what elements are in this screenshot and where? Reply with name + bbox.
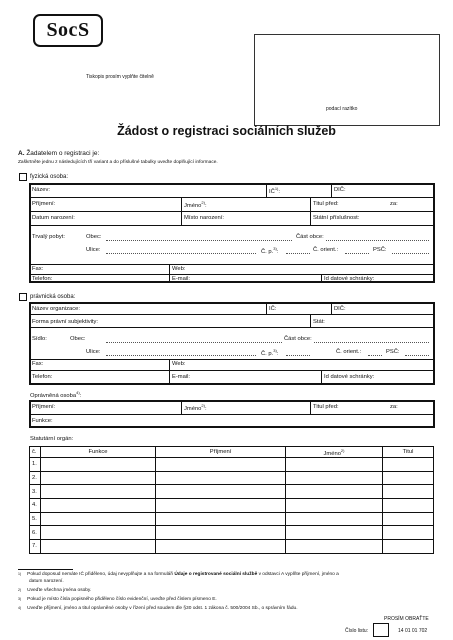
- fyz-psc-line[interactable]: [392, 253, 429, 254]
- footnote-2-num: 2): [18, 588, 22, 592]
- checkbox-pravnicka-osoba[interactable]: [19, 293, 27, 301]
- divider: [331, 183, 332, 197]
- pr-cast-obce-line[interactable]: [314, 342, 429, 343]
- footnote-2-text: Uveďte všechna jména osoby.: [27, 588, 92, 593]
- cell-titul[interactable]: [383, 485, 434, 499]
- pr-obec-label: Obec:: [70, 336, 86, 342]
- col-jmeno: [286, 447, 383, 458]
- pr-obec-line[interactable]: [106, 342, 282, 343]
- row-number: 2.: [30, 471, 41, 485]
- cell-funkce[interactable]: [41, 499, 156, 513]
- footnote-4: [18, 606, 298, 611]
- op-prijmeni-label: Příjmení:: [32, 404, 56, 410]
- cell-funkce[interactable]: [41, 526, 156, 540]
- divider: [266, 302, 267, 314]
- op-titul-pred-label: Titul před:: [313, 404, 339, 410]
- cell-prijmeni[interactable]: [156, 540, 286, 554]
- divider: [29, 327, 435, 328]
- fyz-ulice-label: Ulice:: [86, 247, 101, 253]
- cell-titul[interactable]: [383, 540, 434, 554]
- fyz-ic-text: IČ: [269, 188, 275, 195]
- pr-nazev-organizace-label: Název organizace:: [32, 306, 81, 312]
- op-jmeno-sup: 2): [201, 403, 205, 408]
- pr-email-label: E-mail:: [172, 374, 191, 380]
- footnote-1-pre: Pokud doposud nemáte IČ přiděleno, údaj nevyplňujte a na formuláři: [27, 572, 175, 577]
- fyz-psc-label: PSČ:: [373, 247, 387, 253]
- fyz-ic-label: IČ$^{1)}$:: [269, 186, 280, 195]
- pr-cp-line[interactable]: [286, 355, 310, 356]
- divider: [169, 359, 170, 385]
- pr-ulice-line[interactable]: [106, 355, 256, 356]
- footnote-3: [18, 597, 217, 602]
- stamp-label: podací razítko: [326, 106, 358, 112]
- divider: [310, 211, 311, 225]
- pr-ulice-label: Ulice:: [86, 349, 101, 355]
- footnote-1-post: v odstavci A vyplňte příjmení, jméno a: [257, 572, 339, 577]
- pr-cp-text: Č. p.: [261, 350, 274, 357]
- prosim-obratte: PROSÍM OBRAŤTE: [384, 616, 429, 622]
- page-title: Žádost o registraci sociálních služeb: [117, 124, 336, 138]
- opravnena-osoba-sup: 4): [76, 390, 80, 395]
- pravnicka-osoba-label: právnická osoba:: [30, 294, 76, 300]
- divider: [29, 414, 435, 415]
- socs-logo: SocS: [33, 14, 103, 47]
- footnote-3-text: Pokud je místo čísla popisného přiděleno číslo evidenční, uveďte před číslem písmeno E.: [27, 597, 217, 602]
- cell-titul[interactable]: [383, 512, 434, 526]
- fyz-c-orient-label: Č. orient.:: [313, 247, 339, 253]
- checkbox-fyzicka-osoba[interactable]: [19, 173, 27, 181]
- cell-jmeno[interactable]: [286, 458, 383, 472]
- fyz-titul-pred-label: Titul před:: [313, 201, 339, 207]
- table-row: [30, 512, 434, 526]
- table-row: [30, 499, 434, 513]
- fyz-statni-prislusnost-label: Státní příslušnost:: [313, 215, 360, 221]
- fyz-jmeno-label: Jméno$^{2)}$:: [184, 200, 207, 209]
- row-number: 1.: [30, 458, 41, 472]
- table-row: [30, 458, 434, 472]
- op-titul-za-label: za:: [390, 404, 398, 410]
- fyz-prijmeni-label: Příjmení:: [32, 201, 56, 207]
- fyz-ulice-line[interactable]: [106, 253, 256, 254]
- form-code: 14 01 01 702: [398, 628, 428, 634]
- cell-jmeno[interactable]: [286, 499, 383, 513]
- cislo-listu-label: Číslo listu:: [345, 628, 369, 634]
- cell-prijmeni[interactable]: [156, 458, 286, 472]
- row-number: 3.: [30, 485, 41, 499]
- section-a-letter: A.: [18, 150, 25, 157]
- table-row: [30, 526, 434, 540]
- cell-funkce[interactable]: [41, 458, 156, 472]
- footnote-4-text: Uveďte příjmení, jméno a titul oprávněné osoby v řízení před soudem dle §30 odst. 1 zákona č. 500/2004 Sb., o správním řádu.: [27, 606, 298, 611]
- divider: [181, 197, 182, 211]
- col-cislo: č.: [30, 447, 41, 458]
- divider: [321, 370, 322, 385]
- cell-prijmeni[interactable]: [156, 471, 286, 485]
- fyz-c-orient-line[interactable]: [345, 253, 369, 254]
- divider: [29, 359, 435, 360]
- divider: [29, 274, 435, 275]
- fyz-cast-obce-line[interactable]: [326, 240, 429, 241]
- fyz-cp-line[interactable]: [286, 253, 310, 254]
- pr-cast-obce-label: Část obce:: [284, 336, 312, 342]
- statutarni-organ-label: Statutární orgán:: [30, 436, 74, 442]
- col-jmeno-text: Jméno: [323, 450, 341, 457]
- pr-web-label: Web:: [172, 361, 186, 367]
- cell-funkce[interactable]: [41, 485, 156, 499]
- fyz-titul-za-label: za:: [390, 201, 398, 207]
- divider: [29, 211, 435, 212]
- fyz-trvaly-pobyt-label: Trvalý pobyt:: [32, 234, 65, 240]
- fyz-ic-sup: 1): [274, 186, 279, 191]
- fyz-fax-label: Fax:: [32, 266, 44, 272]
- table-row: [30, 540, 434, 554]
- stamp-box: [254, 34, 440, 126]
- opravnena-osoba-label: Oprávněná osoba$^{4)}$:: [30, 390, 82, 399]
- divider: [29, 197, 435, 198]
- footnote-1-num: 1): [18, 572, 22, 576]
- footnote-2: [18, 588, 91, 593]
- pr-cp-sup: 3): [273, 348, 277, 353]
- table-header-row: [30, 447, 434, 458]
- fyz-telefon-label: Telefon:: [32, 276, 53, 282]
- footnote-rule: [18, 569, 73, 570]
- divider: [29, 314, 435, 315]
- row-number: 4.: [30, 499, 41, 513]
- cell-prijmeni[interactable]: [156, 512, 286, 526]
- cell-titul[interactable]: [383, 458, 434, 472]
- cell-prijmeni[interactable]: [156, 499, 286, 513]
- divider: [181, 400, 182, 414]
- pr-psc-line[interactable]: [405, 355, 429, 356]
- cell-funkce[interactable]: [41, 540, 156, 554]
- divider: [310, 314, 311, 327]
- col-jmeno-sup: 2): [340, 447, 345, 453]
- table-row: [30, 471, 434, 485]
- cell-funkce[interactable]: [41, 471, 156, 485]
- col-prijmeni: Příjmení: [156, 447, 286, 458]
- fyz-datova-schranka-label: Id datové schránky:: [324, 276, 375, 282]
- cell-jmeno[interactable]: [286, 540, 383, 554]
- table-row: [30, 485, 434, 499]
- pr-psc-label: PSČ:: [386, 349, 400, 355]
- cell-jmeno[interactable]: [286, 485, 383, 499]
- row-number: 7.: [30, 540, 41, 554]
- print-note: Tiskopis prosím vyplňte čitelně: [86, 74, 154, 80]
- op-jmeno-text: Jméno: [184, 405, 202, 412]
- fyz-jmeno-sup: 2): [201, 200, 205, 205]
- divider: [321, 274, 322, 283]
- footnote-3-num: 3): [18, 597, 22, 601]
- divider: [29, 225, 435, 226]
- row-number: 5.: [30, 512, 41, 526]
- fyz-cp-label: Č. p.$^{3)}$:: [261, 246, 279, 255]
- footnote-1-bold: Údaje o registrované sociální službě: [174, 572, 258, 577]
- divider: [29, 264, 435, 265]
- col-funkce: Funkce: [41, 447, 156, 458]
- cell-jmeno[interactable]: [286, 471, 383, 485]
- op-jmeno-label: Jméno$^{2)}$:: [184, 403, 207, 412]
- divider: [29, 370, 435, 371]
- cell-prijmeni[interactable]: [156, 485, 286, 499]
- col-titul: Titul: [383, 447, 434, 458]
- footnote-1-line2: datum narození.: [29, 579, 64, 584]
- footnote-4-num: 4): [18, 606, 22, 610]
- op-funkce-label: Funkce:: [32, 418, 53, 424]
- footnote-1: [18, 572, 339, 577]
- fyz-email-label: E-mail:: [172, 276, 191, 282]
- fyz-nazev-label: Název:: [32, 187, 51, 193]
- pr-telefon-label: Telefon:: [32, 374, 53, 380]
- pr-sidlo-label: Sídlo:: [32, 336, 47, 342]
- fyz-cast-obce-label: Část obce:: [296, 234, 324, 240]
- section-a-heading: [18, 150, 99, 157]
- divider: [181, 211, 182, 225]
- pr-ic-label: IČ:: [269, 306, 277, 312]
- fyz-cp-text: Č. p.: [261, 248, 274, 255]
- fyz-jmeno-text: Jméno: [184, 202, 202, 209]
- fyz-cp-sup: 3): [273, 246, 277, 251]
- fyz-obec-label: Obec:: [86, 234, 102, 240]
- divider: [266, 183, 267, 197]
- cislo-listu-box[interactable]: [373, 623, 389, 637]
- pr-c-orient-line[interactable]: [368, 355, 382, 356]
- cell-titul[interactable]: [383, 471, 434, 485]
- fyz-misto-narozeni-label: Místo narození:: [184, 215, 224, 221]
- pr-fax-label: Fax:: [32, 361, 44, 367]
- divider: [331, 302, 332, 314]
- statutarni-organ-table: [29, 446, 434, 554]
- divider: [310, 197, 311, 211]
- pr-forma-label: Forma právní subjektivity:: [32, 319, 99, 325]
- pr-c-orient-label: Č. orient.:: [336, 349, 362, 355]
- row-number: 6.: [30, 526, 41, 540]
- pr-cp-label: Č. p.$^{3)}$:: [261, 348, 279, 357]
- cell-titul[interactable]: [383, 499, 434, 513]
- cell-jmeno[interactable]: [286, 526, 383, 540]
- fyz-web-label: Web:: [172, 266, 186, 272]
- pr-stat-label: Stát:: [313, 319, 325, 325]
- opravnena-osoba-text: Oprávněná osoba: [30, 392, 77, 399]
- pr-datova-schranka-label: Id datové schránky:: [324, 374, 375, 380]
- cell-titul[interactable]: [383, 526, 434, 540]
- section-a-instruction: Zaškrtněte jednu z následujících tří variant a do příslušné tabulky uveďte doplňující informace.: [18, 160, 218, 165]
- fyz-obec-line[interactable]: [106, 240, 292, 241]
- fyz-datum-narozeni-label: Datum narození:: [32, 215, 75, 221]
- cell-funkce[interactable]: [41, 512, 156, 526]
- section-a-text: Žadatelem o registraci je:: [26, 150, 100, 157]
- divider: [310, 400, 311, 414]
- fyzicka-osoba-frame: [29, 183, 435, 283]
- fyz-dic-label: DIČ:: [334, 187, 346, 193]
- cell-jmeno[interactable]: [286, 512, 383, 526]
- fyzicka-osoba-label: fyzická osoba:: [30, 174, 69, 180]
- cell-prijmeni[interactable]: [156, 526, 286, 540]
- pr-dic-label: DIČ:: [334, 306, 346, 312]
